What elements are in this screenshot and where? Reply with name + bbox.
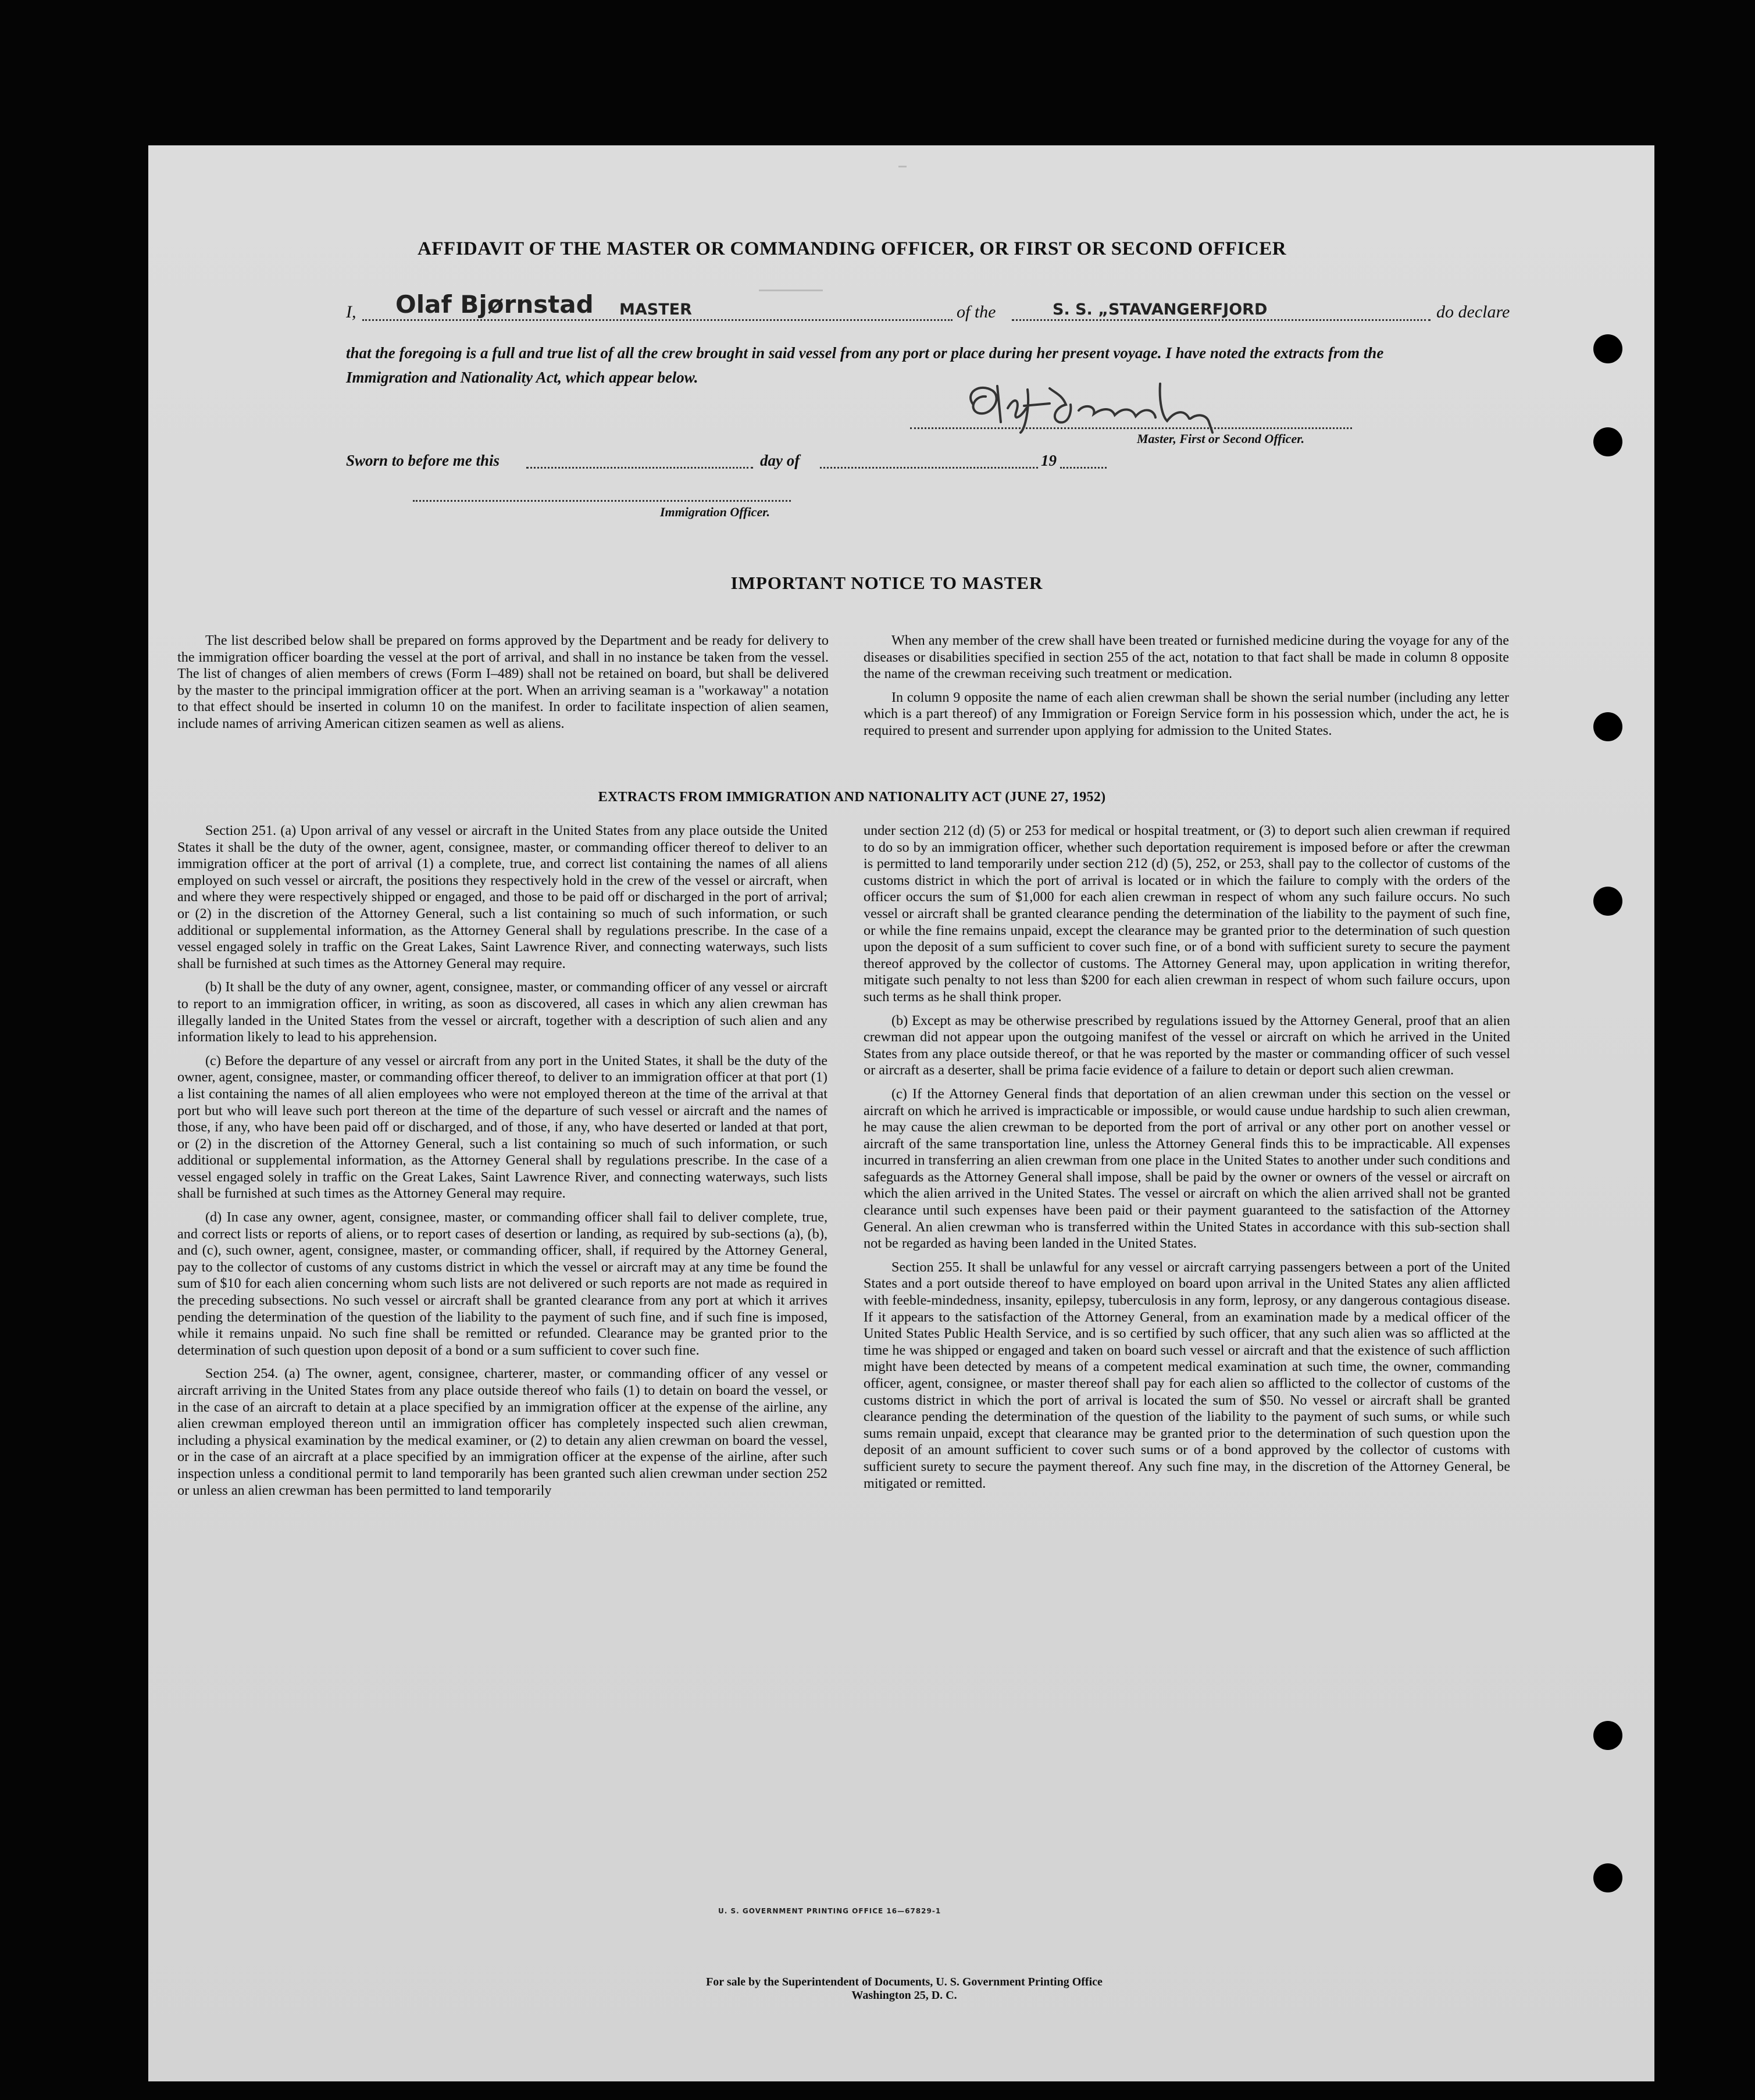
notice-paragraph: The list described below shall be prepared on forms approved by the Department and be ready for delivery to the immigration officer boarding the vessel at the port of arrival, and shall in no instance be taken from the vessel. The list of changes of alien members of crews (Form I–489) shall not be retained on board, but shall be delivered by the master to the principal immigration officer at the port. When an arriving seaman is a "workaway" a notation to that effect should be inserted in column 10 on the manifest. In order to facilitate inspection of alien seamen, include names of arriving American citizen seamen as well as aliens. <box>177 633 829 731</box>
affidavit-title: AFFIDAVIT OF THE MASTER OR COMMANDING OFFICER, OR FIRST OR SECOND OFFICER <box>417 238 1287 259</box>
sworn-prefix: Sworn to before me this <box>346 452 500 469</box>
day-of-label: day of <box>760 452 800 469</box>
notice-paragraph: In column 9 opposite the name of each alien crewman shall be shown the serial number (including any letter which is a part thereof) of any Immigration or Foreign Service form in his possession which, under the act, he is required to present and surrender upon applying for admission to the United States. <box>864 689 1509 738</box>
affidavit-statement: that the foregoing is a full and true list of all the crew brought in said vessel from any port or place during her present voyage. I have noted the extracts from the Immigration and Nationality Act, which appear below. <box>346 344 1384 386</box>
section-paragraph: (c) If the Attorney General finds that deportation of an alien crewman under this section on the vessel or aircraft on which he arrived is impracticable or impossible, or would cause undue hardship to such alien crewman, he may cause the alien crewman to be deported from the port of arrival or any other port on another vessel or aircraft of the same transportation line, unless the Attorney General finds this to be impracticable. All expenses incurred in transferring an alien crewman from one place in the United States to another under such conditions and safeguards as the Attorney General shall impose, shall be paid by the owner or owners of the vessel or aircraft on which the alien arrived in the United States. The vessel or aircraft on which the alien arrived shall not be granted clearance until such expenses have been paid or their payment guaranteed to the satisfaction of the Attorney General. An alien crewman who is transferred within the United States in accordance with this sub-section shall not be regarded as having been landed in the United States. <box>864 1085 1510 1252</box>
signature-line <box>910 427 1352 429</box>
notice-right-column <box>864 633 1509 747</box>
affidavit-declaration-line <box>346 290 1510 327</box>
signature-caption: Master, First or Second Officer. <box>1137 431 1305 446</box>
rank-stamp: MASTER <box>619 301 692 319</box>
printing-office-line: U. S. GOVERNMENT PRINTING OFFICE 16—67829-1 <box>718 1907 941 1915</box>
extracts-right-column <box>864 823 1510 1499</box>
section-paragraph: Section 255. It shall be unlawful for any vessel or aircraft carrying passengers between a port of the United States and a port outside thereof to have employed on board upon arrival in the United States any alien afflicted with feeble-mindedness, insanity, epilepsy, tuberculosis in any form, leprosy, or any dangerous contagious disease. If it appears to the satisfaction of the Attorney General, from an examination made by a medical officer of the United States Public Health Service, and is so certified by such officer, that any such alien was so afflicted at the time he was shipped or engaged and taken on board such vessel or aircraft and that the existence of such affliction might have been detected by means of a competent medical examination at such time, the owner, commanding officer, agent, consignee, or master thereof shall pay for each alien so afflicted to the collector of customs of the customs district in which the port of arrival is located the sum of $50. No vessel or aircraft shall be granted clearance pending the determination of the question of the liability to the payment of such sums, or while such sums remain unpaid, except that clearance may be granted prior to the determination of such question upon the deposit of an amount sufficient to cover such sums or of a bond approved by the collector of customs with sufficient surety to secure the payment thereof. Any such fine may, in the discretion of the Attorney General, be mitigated or remitted. <box>864 1259 1510 1491</box>
notice-left-column <box>177 633 829 740</box>
section-paragraph: (d) In case any owner, agent, consignee, master, or commanding officer shall fail to deliver complete, true, and correct lists or reports of aliens, or to report cases of desertion or landing, as required by sub-sections (a), (b), and (c), such owner, agent, consignee, master, or commanding officer, shall, if required by the Attorney General, pay to the collector of customs of any customs district in which the vessel or aircraft may at any time be found the sum of $10 for each alien concerning whom such lists are not delivered or such reports are not made as required in the preceding subsections. No such vessel or aircraft shall be granted clearance from any port at which it arrives pending the determination of the question of the liability to the payment of such fine, and if such fine is imposed, while it remains unpaid. No such fine shall be remitted or refunded. Clearance may be granted prior to the determination of such question upon deposit of a bond or a sum sufficient to cover such fine. <box>177 1209 827 1358</box>
sworn-line <box>346 448 1335 474</box>
punch-hole <box>1593 334 1622 363</box>
affidavit-prefix: I, <box>346 302 356 322</box>
sale-line-2: Washington 25, D. C. <box>851 1989 957 2002</box>
document-page <box>148 145 1654 2081</box>
section-paragraph: (c) Before the departure of any vessel or aircraft from any port in the United States, it shall be the duty of the owner, agent, consignee, master, or commanding officer thereof, to deliver to an immigration officer at that port (1) a list containing the names of all alien employees who were not employed thereon at the time of the arrival at that port but who will leave such port thereon at the time of the departure of such vessel or aircraft and the names of those, if any, who have been paid off or discharged, and of those, if any, who have deserted or landed at that port, or (2) in the discretion of the Attorney General, such a list containing so much of such information, or such additional or supplemental information, as the Attorney General shall by regulations prescribe. In the case of a vessel engaged solely in traffic on the Great Lakes, Saint Lawrence River, and connecting waterways, such lists shall be furnished at such times as the Attorney General may require. <box>177 1052 827 1202</box>
notice-title: IMPORTANT NOTICE TO MASTER <box>730 573 1043 593</box>
punch-hole <box>1593 712 1622 741</box>
section-paragraph: Section 254. (a) The owner, agent, consignee, charterer, master, or commanding officer of any vessel or aircraft arriving in the United States from any place outside thereof who fails (1) to detain on board the vessel, or in the case of an aircraft to detain at a place specified by an immigration officer at the expense of the airline, any alien crewman employed thereon until an immigration officer has completely inspected such alien crewman, including a physical examination by the medical examiner, or (2) to detain any alien crewman on board the vessel, or in the case of an aircraft at a place specified by an immigration officer at the expense of the airline, after such inspection unless a conditional permit to land temporarily has been granted such alien crewman under section 252 or unless an alien crewman has been permitted to land temporarily <box>177 1366 827 1498</box>
master-signature <box>962 372 1265 436</box>
sworn-day-fill <box>526 467 753 469</box>
do-declare-label: do declare <box>1436 302 1510 322</box>
of-the-label: of the <box>957 302 996 322</box>
punch-hole <box>1593 1721 1622 1750</box>
punch-hole <box>1593 427 1622 456</box>
extracts-left-column <box>177 823 827 1506</box>
extracts-title: EXTRACTS FROM IMMIGRATION AND NATIONALITY ACT (JUNE 27, 1952) <box>598 790 1106 805</box>
bleed-mark <box>898 166 907 167</box>
notice-paragraph: When any member of the crew shall have been treated or furnished medicine during the voyage for any of the diseases or disabilities specified in section 255 of the act, notation to that fact shall be made in column 8 opposite the name of the crewman receiving such treatment or medication. <box>864 633 1509 682</box>
section-paragraph: under section 212 (d) (5) or 253 for medical or hospital treatment, or (3) to deport such alien crewman if required to do so by an immigration officer, whether such deportation requirement is imposed before or after the crewman is permitted to land temporarily under section 212 (d) (5), 252, or 253, shall pay to the collector of customs of the customs district in which the port of arrival is located or in which the failure to comply with the orders of the officer occurs the sum of $1,000 for each alien crewman in respect of whom any such failure occurs. No such vessel or aircraft shall be granted clearance pending the determination of the liability to the payment of such fine, or while the fine remains unpaid, except the clearance may be granted prior to the determination of such question upon the deposit of a sum sufficient to cover such fine, or of a bond with sufficient surety to secure the payment thereof approved by the collector of customs. The Attorney General may, upon application in writing therefor, mitigate such penalty to not less than $200 for each alien crewman in respect of whom such failure occurs, upon such terms as he shall think proper. <box>864 823 1510 1005</box>
master-name: Olaf Bjørnstad <box>395 290 594 319</box>
punch-hole <box>1593 887 1622 916</box>
vessel-fill-line <box>1012 319 1431 321</box>
immigration-officer-line <box>413 500 791 502</box>
bleed-mark <box>759 290 823 291</box>
vessel-stamp: S. S. „STAVANGERFJORD <box>1053 301 1268 319</box>
sworn-month-fill <box>820 467 1038 469</box>
sworn-year-fill <box>1060 467 1107 469</box>
immigration-officer-caption: Immigration Officer. <box>660 505 771 519</box>
sale-line-1: For sale by the Superintendent of Documents, U. S. Government Printing Office <box>706 1976 1103 1988</box>
name-fill-line <box>362 319 953 321</box>
punch-hole <box>1593 1863 1622 1892</box>
section-paragraph: (b) It shall be the duty of any owner, agent, consignee, master, or commanding officer of any vessel or aircraft to report to an immigration officer, in writing, as soon as discovered, all cases in which any alien crewman has illegally landed in the United States from the vessel or aircraft, together with a description of such alien and any information likely to lead to his apprehension. <box>177 979 827 1045</box>
year-label: 19 <box>1041 452 1057 469</box>
section-paragraph: Section 251. (a) Upon arrival of any vessel or aircraft in the United States from any place outside the United States it shall be the duty of the owner, agent, consignee, master, or commanding officer thereof to deliver to an immigration officer at the port of arrival (1) a complete, true, and correct list containing the names of all aliens employed on such vessel or aircraft, the positions they respectively hold in the crew of the vessel or aircraft, when and where they were respectively shipped or engaged, and those to be paid off or discharged in the port of arrival; or (2) in the discretion of the Attorney General, such a list containing so much of such information, or such additional or supplemental information, as the Attorney General shall by regulations prescribe. In the case of a vessel engaged solely in traffic on the Great Lakes, Saint Lawrence River, and connecting waterways, such lists shall be furnished at such times as the Attorney General may require. <box>177 823 827 972</box>
section-paragraph: (b) Except as may be otherwise prescribed by regulations issued by the Attorney General, proof that an alien crewman did not appear upon the outgoing manifest of the vessel or aircraft on which he arrived in the United States from any place outside thereof, or that he was reported by the master or commanding officer of such vessel or aircraft as a deserter, shall be prima facie evidence of a failure to detain or deport such alien crewman. <box>864 1012 1510 1078</box>
sale-notice <box>555 1976 1253 2002</box>
